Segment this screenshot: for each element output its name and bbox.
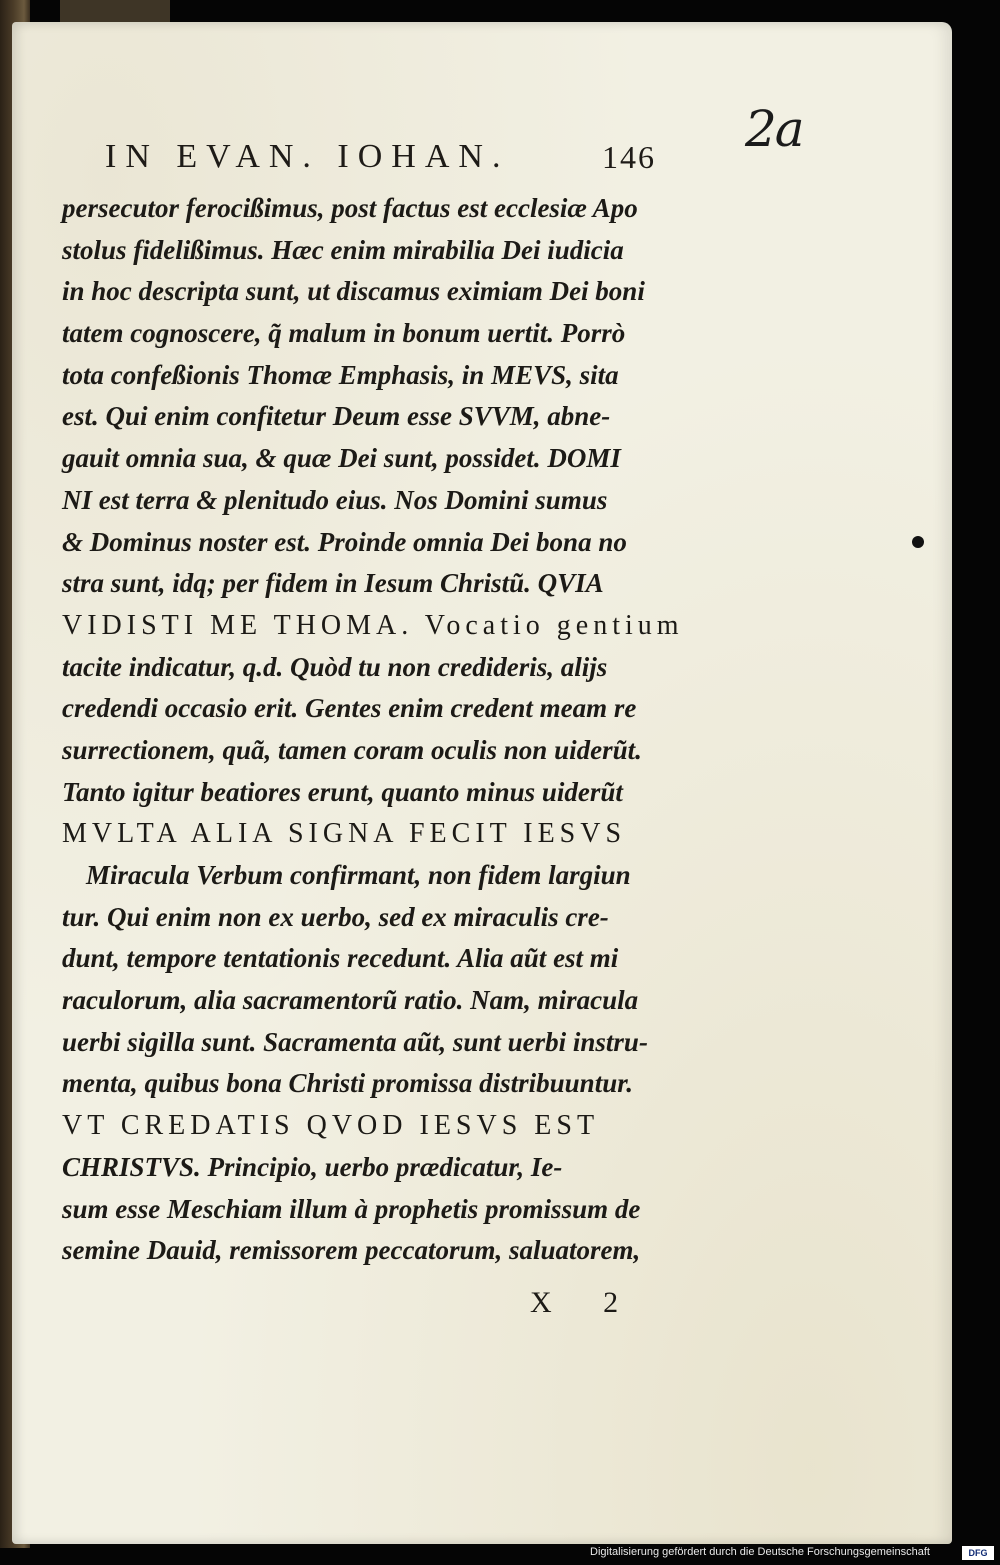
handwritten-folio-number: 2a [745, 100, 803, 158]
text-line: Miracula Verbum confirmant, non fidem largiun [86, 860, 631, 890]
text-line-caps: VIDISTI ME THOMA. Vocatio gentium [62, 609, 684, 641]
section-heading: MVLTA ALIA SIGNA FECIT IESVS [62, 818, 627, 850]
text-line: tatem cognoscere, q̃ malum in bonum uertit. Porrò [62, 318, 626, 349]
text-line: uerbi sigilla sunt. Sacramenta aũt, sunt uerbi instru- [62, 1026, 648, 1057]
text-line: gauit omnia sua, & quæ Dei sunt, possidet. DOMI [62, 443, 621, 474]
text-line: CHRISTVS. Principio, uerbo prædicatur, Ie- [62, 1151, 563, 1182]
section-heading: VT CREDATIS QVOD IESVS EST [62, 1110, 600, 1142]
text-line: raculorum, alia sacramentorũ ratio. Nam, miracula [62, 985, 639, 1016]
text-line: in hoc descripta sunt, ut discamus eximiam Dei boni [62, 276, 645, 307]
text-line: tota confeßionis Thomæ Emphasis, in MEVS, sita [62, 359, 619, 390]
text-line: & Dominus noster est. Proinde omnia Dei bona no [62, 526, 627, 557]
dfg-logo: DFG [962, 1546, 994, 1560]
page-number: 146 [602, 139, 656, 175]
body-text [62, 188, 712, 1272]
text-line: NI est terra & plenitudo eius. Nos Domini sumus [62, 484, 608, 515]
text-line: menta, quibus bona Christi promissa distribuuntur. [62, 1068, 633, 1099]
text-line: stra sunt, idq; per fidem in Iesum Christũ. QVIA [62, 568, 604, 599]
running-head-title: IN EVAN. IOHAN. [105, 138, 510, 175]
digitization-credit: Digitalisierung gefördert durch die Deutsche Forschungsgemeinschaft [590, 1546, 930, 1558]
text-line: est. Qui enim confitetur Deum esse SVVM, abne- [62, 401, 611, 432]
text-line: Tanto igitur beatiores erunt, quanto minus uiderũt [62, 776, 623, 807]
text-line: persecutor ferocißimus, post factus est ecclesiæ Apo [62, 193, 638, 223]
running-head [105, 137, 685, 177]
ink-dot [912, 536, 924, 548]
text-line: semine Dauid, remissorem peccatorum, saluatorem, [62, 1235, 641, 1266]
text-line: dunt, tempore tentationis recedunt. Alia aũt est mi [62, 943, 619, 974]
text-line: stolus fidelißimus. Hæc enim mirabilia Dei iudicia [62, 234, 624, 265]
text-line: sum esse Meschiam illum à prophetis promissum de [62, 1193, 641, 1224]
text-line: tacite indicatur, q.d. Quòd tu non credideris, alijs [62, 651, 608, 682]
text-line: surrectionem, quã, tamen coram oculis non uiderũt. [62, 734, 642, 765]
text-line: tur. Qui enim non ex uerbo, sed ex miraculis cre- [62, 901, 609, 932]
text-line: credendi occasio erit. Gentes enim credent meam re [62, 693, 637, 724]
signature-mark: X 2 [530, 1286, 641, 1319]
